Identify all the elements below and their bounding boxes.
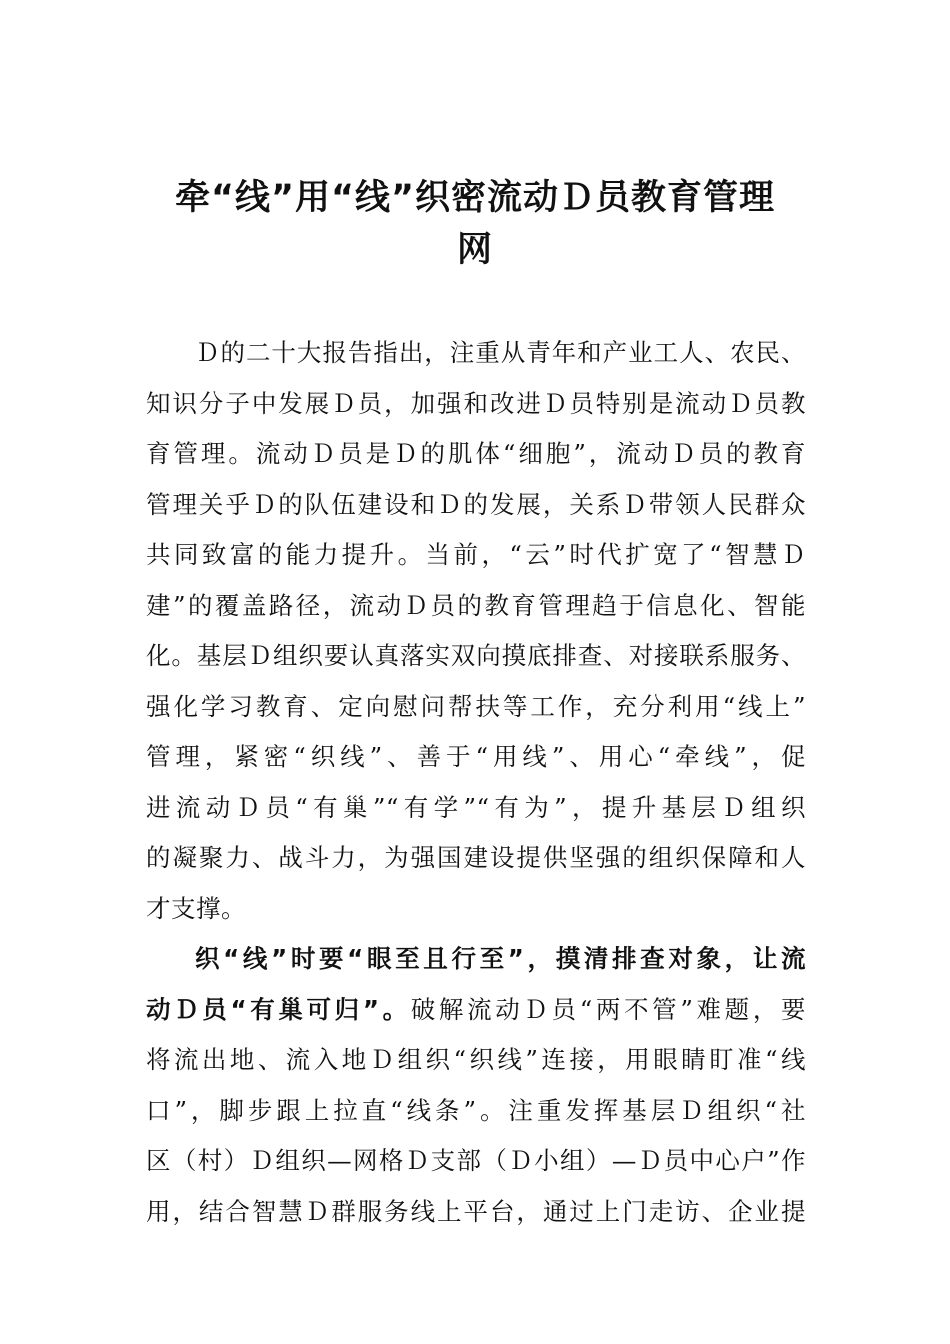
document-body (146, 328, 806, 1237)
paragraph-2-heading-line-2: 动Ｄ员“有巢可归”。 (146, 994, 411, 1024)
paragraph-1-line-5: 共同致富的能力提升。当前，“云”时代扩宽了“智慧Ｄ (146, 540, 806, 569)
paragraph-1-line-10: 进流动Ｄ员“有巢”“有学”“有为”，提升基层Ｄ组织 (146, 792, 806, 822)
paragraph-2 (146, 934, 806, 1237)
paragraph-1-line-6: 建”的覆盖路径，流动Ｄ员的教育管理趋于信息化、智能 (146, 590, 806, 620)
paragraph-2-line-3: 将流出地、流入地Ｄ组织“织线”连接，用眼睛盯准“线 (146, 1045, 806, 1074)
paragraph-1-line-8: 强化学习教育、定向慰问帮扶等工作，充分利用“线上” (146, 691, 806, 721)
paragraph-1-line-7: 化。基层Ｄ组织要认真落实双向摸底排查、对接联系服务、 (146, 641, 806, 670)
title-line-1: 牵“线”用“线”织密流动Ｄ员教育管理 (174, 178, 775, 218)
paragraph-1-line-9: 管理，紧密“织线”、善于“用线”、用心“牵线”，促 (146, 742, 806, 771)
title-line-2: 网 (456, 230, 493, 270)
paragraph-1-line-1: Ｄ的二十大报告指出，注重从青年和产业工人、农民、 (195, 338, 806, 367)
paragraph-1-line-4: 管理关乎Ｄ的队伍建设和Ｄ的发展，关系Ｄ带领人民群众 (146, 489, 806, 519)
document-title (140, 172, 810, 276)
paragraph-2-line-2-rest: 破解流动Ｄ员“两不管”难题，要 (410, 994, 806, 1024)
paragraph-1-line-2: 知识分子中发展Ｄ员，加强和改进Ｄ员特别是流动Ｄ员教 (146, 388, 806, 418)
paragraph-1-line-12: 才支撑。 (146, 893, 246, 923)
paragraph-1 (146, 328, 806, 934)
paragraph-2-line-6: 用，结合智慧Ｄ群服务线上平台，通过上门走访、企业提 (146, 1196, 806, 1226)
paragraph-1-line-3: 育管理。流动Ｄ员是Ｄ的肌体“细胞”，流动Ｄ员的教育 (146, 439, 806, 468)
paragraph-2-heading-line-1: 织“线”时要“眼至且行至”，摸清排查对象，让流 (195, 944, 806, 973)
paragraph-2-line-5: 区（村）Ｄ组织—网格Ｄ支部（Ｄ小组）—Ｄ员中心户”作 (146, 1146, 806, 1175)
paragraph-1-line-11: 的凝聚力、战斗力，为强国建设提供坚强的组织保障和人 (146, 843, 806, 872)
paragraph-2-line-2 (146, 985, 806, 1036)
paragraph-2-line-4: 口”，脚步跟上拉直“线条”。注重发挥基层Ｄ组织“社 (146, 1095, 806, 1125)
